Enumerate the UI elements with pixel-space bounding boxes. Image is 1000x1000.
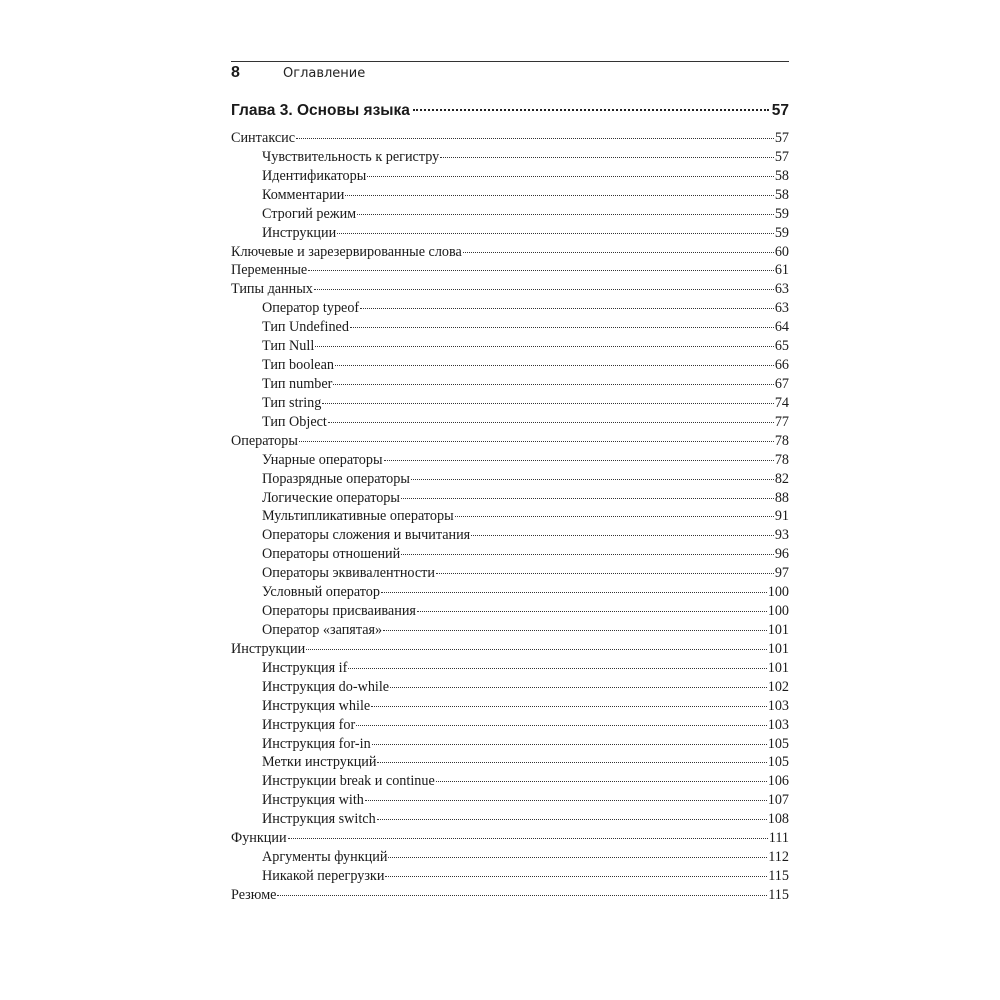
entry-page: 63 xyxy=(774,281,789,298)
entry-title: Тип number xyxy=(262,375,333,392)
entry-page: 103 xyxy=(767,697,789,714)
toc-subsection-entry[interactable] xyxy=(231,697,789,716)
entry-page: 88 xyxy=(774,489,789,506)
entry-page: 91 xyxy=(774,508,789,525)
entry-page: 96 xyxy=(774,546,789,563)
dot-leader xyxy=(385,876,767,877)
entry-title: Мультипликативные операторы xyxy=(262,508,454,525)
dot-leader xyxy=(411,479,774,480)
entry-title: Тип Undefined xyxy=(262,319,349,336)
entry-title: Операторы сложения и вычитания xyxy=(262,527,471,544)
dot-leader xyxy=(383,630,767,631)
entry-page: 61 xyxy=(774,262,789,279)
entry-page: 105 xyxy=(767,754,789,771)
dot-leader xyxy=(371,706,767,707)
entry-page: 77 xyxy=(774,413,789,430)
dot-leader xyxy=(360,308,774,309)
entry-title: Операторы эквивалентности xyxy=(262,565,435,582)
dot-leader xyxy=(315,346,774,347)
dot-leader xyxy=(401,554,774,555)
entry-title: Инструкции break и continue xyxy=(262,773,435,790)
dot-leader xyxy=(345,195,773,196)
dot-leader xyxy=(377,819,767,820)
dot-leader xyxy=(440,157,774,158)
toc-subsection-entry[interactable] xyxy=(231,224,789,243)
entry-page: 78 xyxy=(774,432,789,449)
entry-page: 111 xyxy=(768,830,789,847)
entry-title: Ключевые и зарезервированные слова xyxy=(231,243,462,260)
toc-section-entry[interactable] xyxy=(231,280,789,299)
toc-subsection-entry[interactable] xyxy=(231,205,789,224)
entry-page: 78 xyxy=(774,451,789,468)
toc-subsection-entry[interactable] xyxy=(231,507,789,526)
dot-leader xyxy=(328,422,774,423)
toc-section-entry[interactable] xyxy=(231,243,789,262)
toc-subsection-entry[interactable] xyxy=(231,867,789,886)
entry-title: Инструкция with xyxy=(262,792,364,809)
toc-subsection-entry[interactable] xyxy=(231,299,789,318)
entry-page: 93 xyxy=(774,527,789,544)
entry-page: 65 xyxy=(774,338,789,355)
toc-subsection-entry[interactable] xyxy=(231,716,789,735)
dot-leader xyxy=(390,687,767,688)
dot-leader xyxy=(471,535,774,536)
entry-title: Тип Null xyxy=(262,338,315,355)
toc-subsection-entry[interactable] xyxy=(231,413,789,432)
entry-page: 58 xyxy=(774,167,789,184)
dot-leader xyxy=(436,781,767,782)
toc-subsection-entry[interactable] xyxy=(231,791,789,810)
toc-subsection-entry[interactable] xyxy=(231,356,789,375)
entry-page: 66 xyxy=(774,357,789,374)
dot-leader xyxy=(388,857,767,858)
dot-leader xyxy=(314,289,774,290)
toc-subsection-entry[interactable] xyxy=(231,810,789,829)
toc-section-entry[interactable] xyxy=(231,886,789,905)
entry-page: 58 xyxy=(774,186,789,203)
page-number: 8 xyxy=(231,64,240,81)
dot-leader xyxy=(463,252,774,253)
entry-page: 57 xyxy=(774,130,789,146)
toc-section-entry[interactable] xyxy=(231,432,789,451)
entry-title: Функции xyxy=(231,830,287,847)
toc-subsection-entry[interactable] xyxy=(231,659,789,678)
entry-title: Оператор typeof xyxy=(262,300,360,317)
entry-title: Инструкция if xyxy=(262,659,348,676)
dot-leader xyxy=(357,214,774,215)
entry-page: 101 xyxy=(767,621,789,638)
entry-page: 100 xyxy=(767,584,789,601)
dot-leader xyxy=(333,384,773,385)
dot-leader xyxy=(455,516,774,517)
entry-title: Инструкция while xyxy=(262,697,371,714)
running-title: Оглавление xyxy=(283,66,366,81)
toc-subsection-entry[interactable] xyxy=(231,602,789,621)
entry-page: 100 xyxy=(767,603,789,620)
entry-page: 97 xyxy=(774,565,789,582)
toc-subsection-entry[interactable] xyxy=(231,772,789,791)
entry-page: 82 xyxy=(774,470,789,487)
entry-title: Тип Object xyxy=(262,413,327,430)
entry-title: Логические операторы xyxy=(262,489,400,506)
entry-title: Поразрядные операторы xyxy=(262,470,410,487)
toc-subsection-entry[interactable] xyxy=(231,545,789,564)
dot-leader xyxy=(306,649,767,650)
entry-page: 64 xyxy=(774,319,789,336)
dot-leader xyxy=(299,441,774,442)
entry-title: Резюме xyxy=(231,886,277,903)
toc-subsection-entry[interactable] xyxy=(231,394,789,413)
entry-page: 107 xyxy=(767,792,789,809)
entry-title: Инструкция for-in xyxy=(262,735,371,752)
chapter-title: Глава 3. Основы языка xyxy=(231,102,410,119)
toc-subsection-entry[interactable] xyxy=(231,148,789,167)
toc-subsection-entry[interactable] xyxy=(231,451,789,470)
entry-page: 112 xyxy=(768,849,789,866)
entry-title: Тип boolean xyxy=(262,357,334,374)
entry-title: Инструкции xyxy=(231,640,306,657)
entry-title: Тип string xyxy=(262,394,322,411)
toc-section-entry[interactable] xyxy=(231,261,789,280)
entry-title: Унарные операторы xyxy=(262,451,383,468)
toc-subsection-entry[interactable] xyxy=(231,337,789,356)
entry-title: Метки инструкций xyxy=(262,754,377,771)
dot-leader xyxy=(308,270,774,271)
entry-page: 108 xyxy=(767,811,789,828)
toc-subsection-entry[interactable] xyxy=(231,735,789,754)
entry-page: 57 xyxy=(774,148,789,165)
toc-section-entry[interactable] xyxy=(231,129,789,148)
entry-page: 106 xyxy=(767,773,789,790)
toc-subsection-entry[interactable] xyxy=(231,375,789,394)
dot-leader xyxy=(348,668,766,669)
entry-title: Инструкции xyxy=(262,224,337,241)
toc-section-entry[interactable] xyxy=(231,829,789,848)
dot-leader xyxy=(277,895,767,896)
entry-page: 115 xyxy=(768,886,789,903)
toc-subsection-entry[interactable] xyxy=(231,678,789,697)
toc-section-entry[interactable] xyxy=(231,640,789,659)
header-rule xyxy=(231,61,789,62)
entry-title: Условный оператор xyxy=(262,584,380,601)
entry-title: Комментарии xyxy=(262,186,345,203)
entry-title: Аргументы функций xyxy=(262,849,388,866)
dot-leader xyxy=(288,838,768,839)
entry-title: Операторы отношений xyxy=(262,546,401,563)
dot-leader xyxy=(365,800,767,801)
entry-page: 60 xyxy=(774,243,789,260)
dot-leader xyxy=(296,138,774,139)
entry-page: 105 xyxy=(767,735,789,752)
entry-page: 59 xyxy=(774,205,789,222)
dot-leader xyxy=(372,744,767,745)
dot-leader xyxy=(417,611,767,612)
dot-leader xyxy=(337,233,774,234)
entry-title: Строгий режим xyxy=(262,205,357,222)
toc-subsection-entry[interactable] xyxy=(231,318,789,337)
dot-leader xyxy=(335,365,774,366)
toc-entries xyxy=(231,129,789,905)
entry-page: 103 xyxy=(767,716,789,733)
dot-leader xyxy=(381,592,767,593)
entry-page: 101 xyxy=(767,659,789,676)
entry-page: 63 xyxy=(774,300,789,317)
dot-leader xyxy=(377,762,766,763)
entry-title: Переменные xyxy=(231,262,308,279)
toc-subsection-entry[interactable] xyxy=(231,753,789,772)
toc-subsection-entry[interactable] xyxy=(231,564,789,583)
dot-leader xyxy=(367,176,774,177)
entry-title: Оператор «запятая» xyxy=(262,621,383,638)
chapter-heading[interactable] xyxy=(231,102,789,124)
entry-title: Идентификаторы xyxy=(262,167,367,184)
entry-title: Инструкция do-while xyxy=(262,678,390,695)
chapter-page: 57 xyxy=(771,102,789,119)
entry-title: Операторы присваивания xyxy=(262,603,416,620)
toc-subsection-entry[interactable] xyxy=(231,167,789,186)
entry-title: Никакой перегрузки xyxy=(262,867,385,884)
entry-title: Типы данных xyxy=(231,281,313,298)
dot-leader xyxy=(436,573,774,574)
entry-page: 67 xyxy=(774,375,789,392)
dot-leader xyxy=(322,403,773,404)
dot-leader xyxy=(350,327,774,328)
entry-title: Инструкция switch xyxy=(262,811,376,828)
entry-title: Синтаксис xyxy=(231,130,296,146)
toc-subsection-entry[interactable] xyxy=(231,621,789,640)
dot-leader xyxy=(413,109,769,111)
page-header xyxy=(231,64,789,86)
entry-page: 115 xyxy=(768,867,789,884)
entry-title: Операторы xyxy=(231,432,298,449)
dot-leader xyxy=(356,725,767,726)
dot-leader xyxy=(401,498,774,499)
toc-subsection-entry[interactable] xyxy=(231,526,789,545)
entry-title: Инструкция for xyxy=(262,716,356,733)
entry-title: Чувствительность к регистру xyxy=(262,148,440,165)
toc-subsection-entry[interactable] xyxy=(231,186,789,205)
dot-leader xyxy=(384,460,774,461)
toc-subsection-entry[interactable] xyxy=(231,848,789,867)
toc-subsection-entry[interactable] xyxy=(231,470,789,489)
entry-page: 102 xyxy=(767,678,789,695)
entry-page: 101 xyxy=(767,640,789,657)
toc-subsection-entry[interactable] xyxy=(231,583,789,602)
entry-page: 59 xyxy=(774,224,789,241)
toc-subsection-entry[interactable] xyxy=(231,489,789,508)
entry-page: 74 xyxy=(774,394,789,411)
